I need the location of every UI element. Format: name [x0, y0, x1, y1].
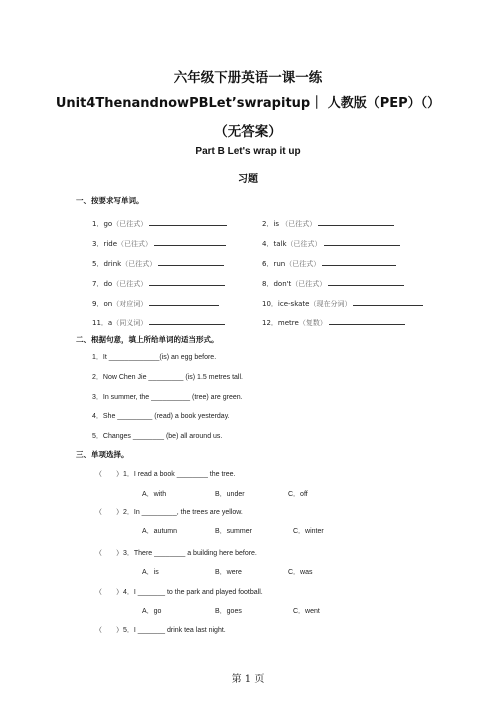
- mc-option: A．go: [142, 608, 162, 615]
- word-item-hint: （对应词）: [112, 300, 148, 308]
- section2-item: 5．Changes ________ (be) all around us.: [92, 433, 223, 440]
- answer-blank[interactable]: [149, 217, 227, 226]
- answer-blank[interactable]: [322, 257, 396, 266]
- word-item: [262, 277, 404, 289]
- mc-options: [142, 567, 313, 577]
- mc-question: （ ）2．In _________, the trees are yellow.: [95, 509, 243, 516]
- word-item-number: 3．: [92, 240, 104, 248]
- mc-option: B．goes: [215, 608, 242, 615]
- answer-blank[interactable]: [329, 316, 405, 325]
- answer-blank[interactable]: [353, 297, 423, 306]
- mc-question: （ ）3．There ________ a building here before.: [95, 550, 257, 557]
- section1-heading: 一、按要求写单词。: [76, 196, 144, 205]
- word-item-word: ice-skate: [277, 300, 310, 308]
- page-number: 第 1 页: [231, 674, 265, 685]
- word-item-hint: （已往式）: [285, 260, 321, 268]
- word-item: [262, 297, 423, 309]
- document-title-unit: Unit4ThenandnowPBLet’swrapitup｜ 人教版（PEP）（）: [55, 96, 441, 111]
- mc-options: [142, 489, 308, 499]
- word-item-word: ride: [103, 240, 118, 248]
- answer-blank[interactable]: [158, 257, 224, 266]
- answer-blank[interactable]: [318, 217, 394, 226]
- word-item-word: run: [273, 260, 286, 268]
- word-item-word: go: [103, 220, 113, 228]
- mc-option: A．autumn: [142, 528, 178, 535]
- word-item-number: 7．: [92, 280, 104, 288]
- mc-options: [142, 606, 320, 616]
- word-item-number: 11．: [92, 319, 108, 327]
- document-title-note: （无答案）: [214, 124, 282, 140]
- section2-item: 3．In summer, the __________ (tree) are green.: [92, 394, 243, 401]
- word-item-hint: （同义词）: [112, 319, 148, 327]
- answer-blank[interactable]: [328, 277, 404, 286]
- word-item: [262, 316, 405, 328]
- mc-option: C．was: [288, 569, 313, 576]
- word-item-number: 6．: [262, 260, 274, 268]
- word-item-word: a: [107, 319, 113, 327]
- word-item-number: 5．: [92, 260, 104, 268]
- mc-option: B．under: [215, 491, 245, 498]
- word-item: [92, 297, 219, 309]
- word-item-number: 1．: [92, 220, 104, 228]
- mc-option: A．is: [142, 569, 159, 576]
- word-item-number: 4．: [262, 240, 274, 248]
- lesson-subtitle: Part B Let's wrap it up: [195, 146, 301, 157]
- answer-blank[interactable]: [149, 297, 219, 306]
- word-item: [92, 237, 226, 249]
- mc-option: B．were: [215, 569, 242, 576]
- word-item-hint: （复数）: [298, 319, 327, 327]
- mc-option: C．off: [288, 491, 308, 498]
- answer-blank[interactable]: [154, 237, 226, 246]
- mc-option: C．went: [293, 608, 320, 615]
- mc-option: B．summer: [215, 528, 252, 535]
- section2-heading: 二、根据句意，填上所给单词的适当形式。: [76, 335, 219, 344]
- word-item-number: 12．: [262, 319, 278, 327]
- mc-question: （ ）4．I _______ to the park and played football.: [95, 589, 263, 596]
- word-item-number: 10．: [262, 300, 278, 308]
- document-title: 六年级下册英语一课一练: [173, 70, 323, 86]
- word-item-number: 2．: [262, 220, 274, 228]
- word-item-word: drink: [103, 260, 122, 268]
- word-item: [92, 277, 225, 289]
- word-item-word: metre: [277, 319, 299, 327]
- word-item: [92, 217, 227, 229]
- exercise-heading: 习题: [238, 174, 258, 185]
- word-item-hint: （已往式）: [117, 240, 153, 248]
- word-item-word: talk: [273, 240, 287, 248]
- section2-item: 2．Now Chen Jie _________ (is) 1.5 metres tall.: [92, 374, 243, 381]
- mc-question: （ ）5．I _______ drink tea last night.: [95, 627, 226, 634]
- word-item-hint: （现在分词）: [309, 300, 352, 308]
- word-item-hint: （已往式）: [121, 260, 157, 268]
- word-item-hint: （已往式）: [112, 220, 148, 228]
- word-item-hint: （已往式）: [286, 240, 322, 248]
- word-item: [262, 217, 394, 229]
- word-item-hint: （已往式）: [279, 220, 317, 228]
- answer-blank[interactable]: [149, 316, 225, 325]
- word-item: [262, 257, 396, 269]
- mc-option: A．with: [142, 491, 167, 498]
- word-item-number: 8．: [262, 280, 274, 288]
- answer-blank[interactable]: [324, 237, 400, 246]
- word-item: [262, 237, 400, 249]
- word-item-hint: （已往式）: [291, 280, 327, 288]
- mc-options: [142, 526, 324, 536]
- word-item-word: don't: [273, 280, 292, 288]
- mc-option: C．winter: [293, 528, 324, 535]
- word-item-number: 9．: [92, 300, 104, 308]
- mc-question: （ ）1．I read a book ________ the tree.: [95, 471, 236, 478]
- word-item-hint: （已往式）: [112, 280, 148, 288]
- section2-item: 1．It _____________(is) an egg before.: [92, 354, 217, 361]
- word-item: [92, 316, 225, 328]
- word-item-word: on: [103, 300, 113, 308]
- answer-blank[interactable]: [149, 277, 225, 286]
- section3-heading: 三、单项选择。: [76, 450, 129, 459]
- word-item: [92, 257, 224, 269]
- word-item-word: is: [273, 220, 280, 228]
- section2-item: 4．She _________ (read) a book yesterday.: [92, 413, 230, 420]
- word-item-word: do: [103, 280, 113, 288]
